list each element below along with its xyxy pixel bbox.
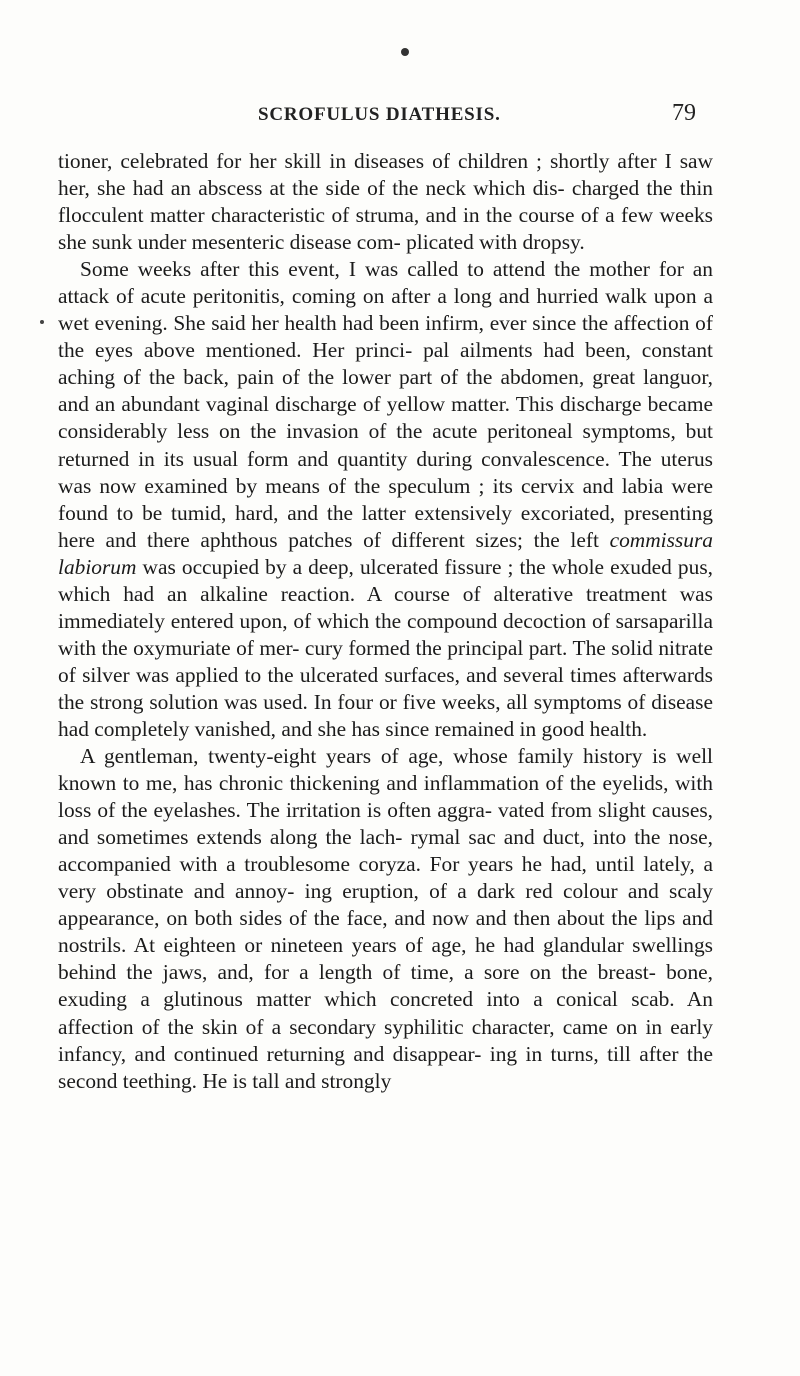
paragraph (58, 256, 713, 743)
paragraph: A gentleman, twenty-eight years of age, whose family history is well known to me, has chronic thickening and inflammation of the eyelids, with loss of the eyelashes. The irritation is often aggra- vated from slight causes, and sometimes extends along the lach- rymal sac and duct, into the nose, accompanied with a troublesome coryza. For years he had, until lately, a very obstinate and annoy- ing eruption, of a dark red colour and scaly appearance, on both sides of the face, and now and then about the lips and nostrils. At eighteen or nineteen years of age, he had glandular swellings behind the jaws, and, for a length of time, a sore on the breast- bone, exuding a glutinous matter which concreted into a conical scab. An affection of the skin of a secondary syphilitic character, came on in early infancy, and continued returning and disappear- ing in turns, till after the second teething. He is tall and strongly (58, 744, 713, 1093)
running-title: SCROFULUS DIATHESIS. (258, 104, 501, 125)
running-head (0, 100, 800, 130)
paragraph-text: Some weeks after this event, I was called to attend the mother for an attack of acute peritonitis, coming on after a long and hurried walk upon a wet evening. She said her health had been infirm, ever since the affection of the eyes above mentioned. Her princi- pal ailments had been, constant aching of the back, pain of the lower part of the abdomen, great languor, and an abundant vaginal discharge of yellow matter. This discharge became considerably less on the invasion of the acute peritoneal symptoms, but returned in its usual form and quantity during convalescence. The uterus was now examined by means of the speculum ; its cervix and labia were found to be tumid, hard, and the latter extensively excoriated, presenting here and there aphthous patches of different sizes; the left (58, 257, 713, 552)
latin-term: commissura labiorum (58, 527, 713, 579)
paragraph: tioner, celebrated for her skill in diseases of children ; shortly after I saw her, she had an abscess at the side of the neck which dis- charged the thin flocculent matter characteristic of struma, and in the course of a few weeks she sunk under mesenteric disease com- plicated with dropsy. (58, 149, 713, 255)
body-text (58, 148, 713, 1095)
ink-speck (401, 48, 409, 56)
page-number: 79 (672, 100, 696, 126)
paragraph-text: was occupied by a deep, ulcerated fissure ; the whole exuded pus, which had an alkaline reaction. A course of alterative treatment was immediately entered upon, of which the compound decoction of sarsaparilla with the oxymuriate of mer- cury formed the principal part. The solid nitrate of silver was applied to the ulcerated surfaces, and several times afterwards the strong solution was used. In four or five weeks, all symptoms of disease had completely vanished, and she has since remained in good health. (58, 554, 713, 741)
ink-speck (40, 320, 44, 324)
